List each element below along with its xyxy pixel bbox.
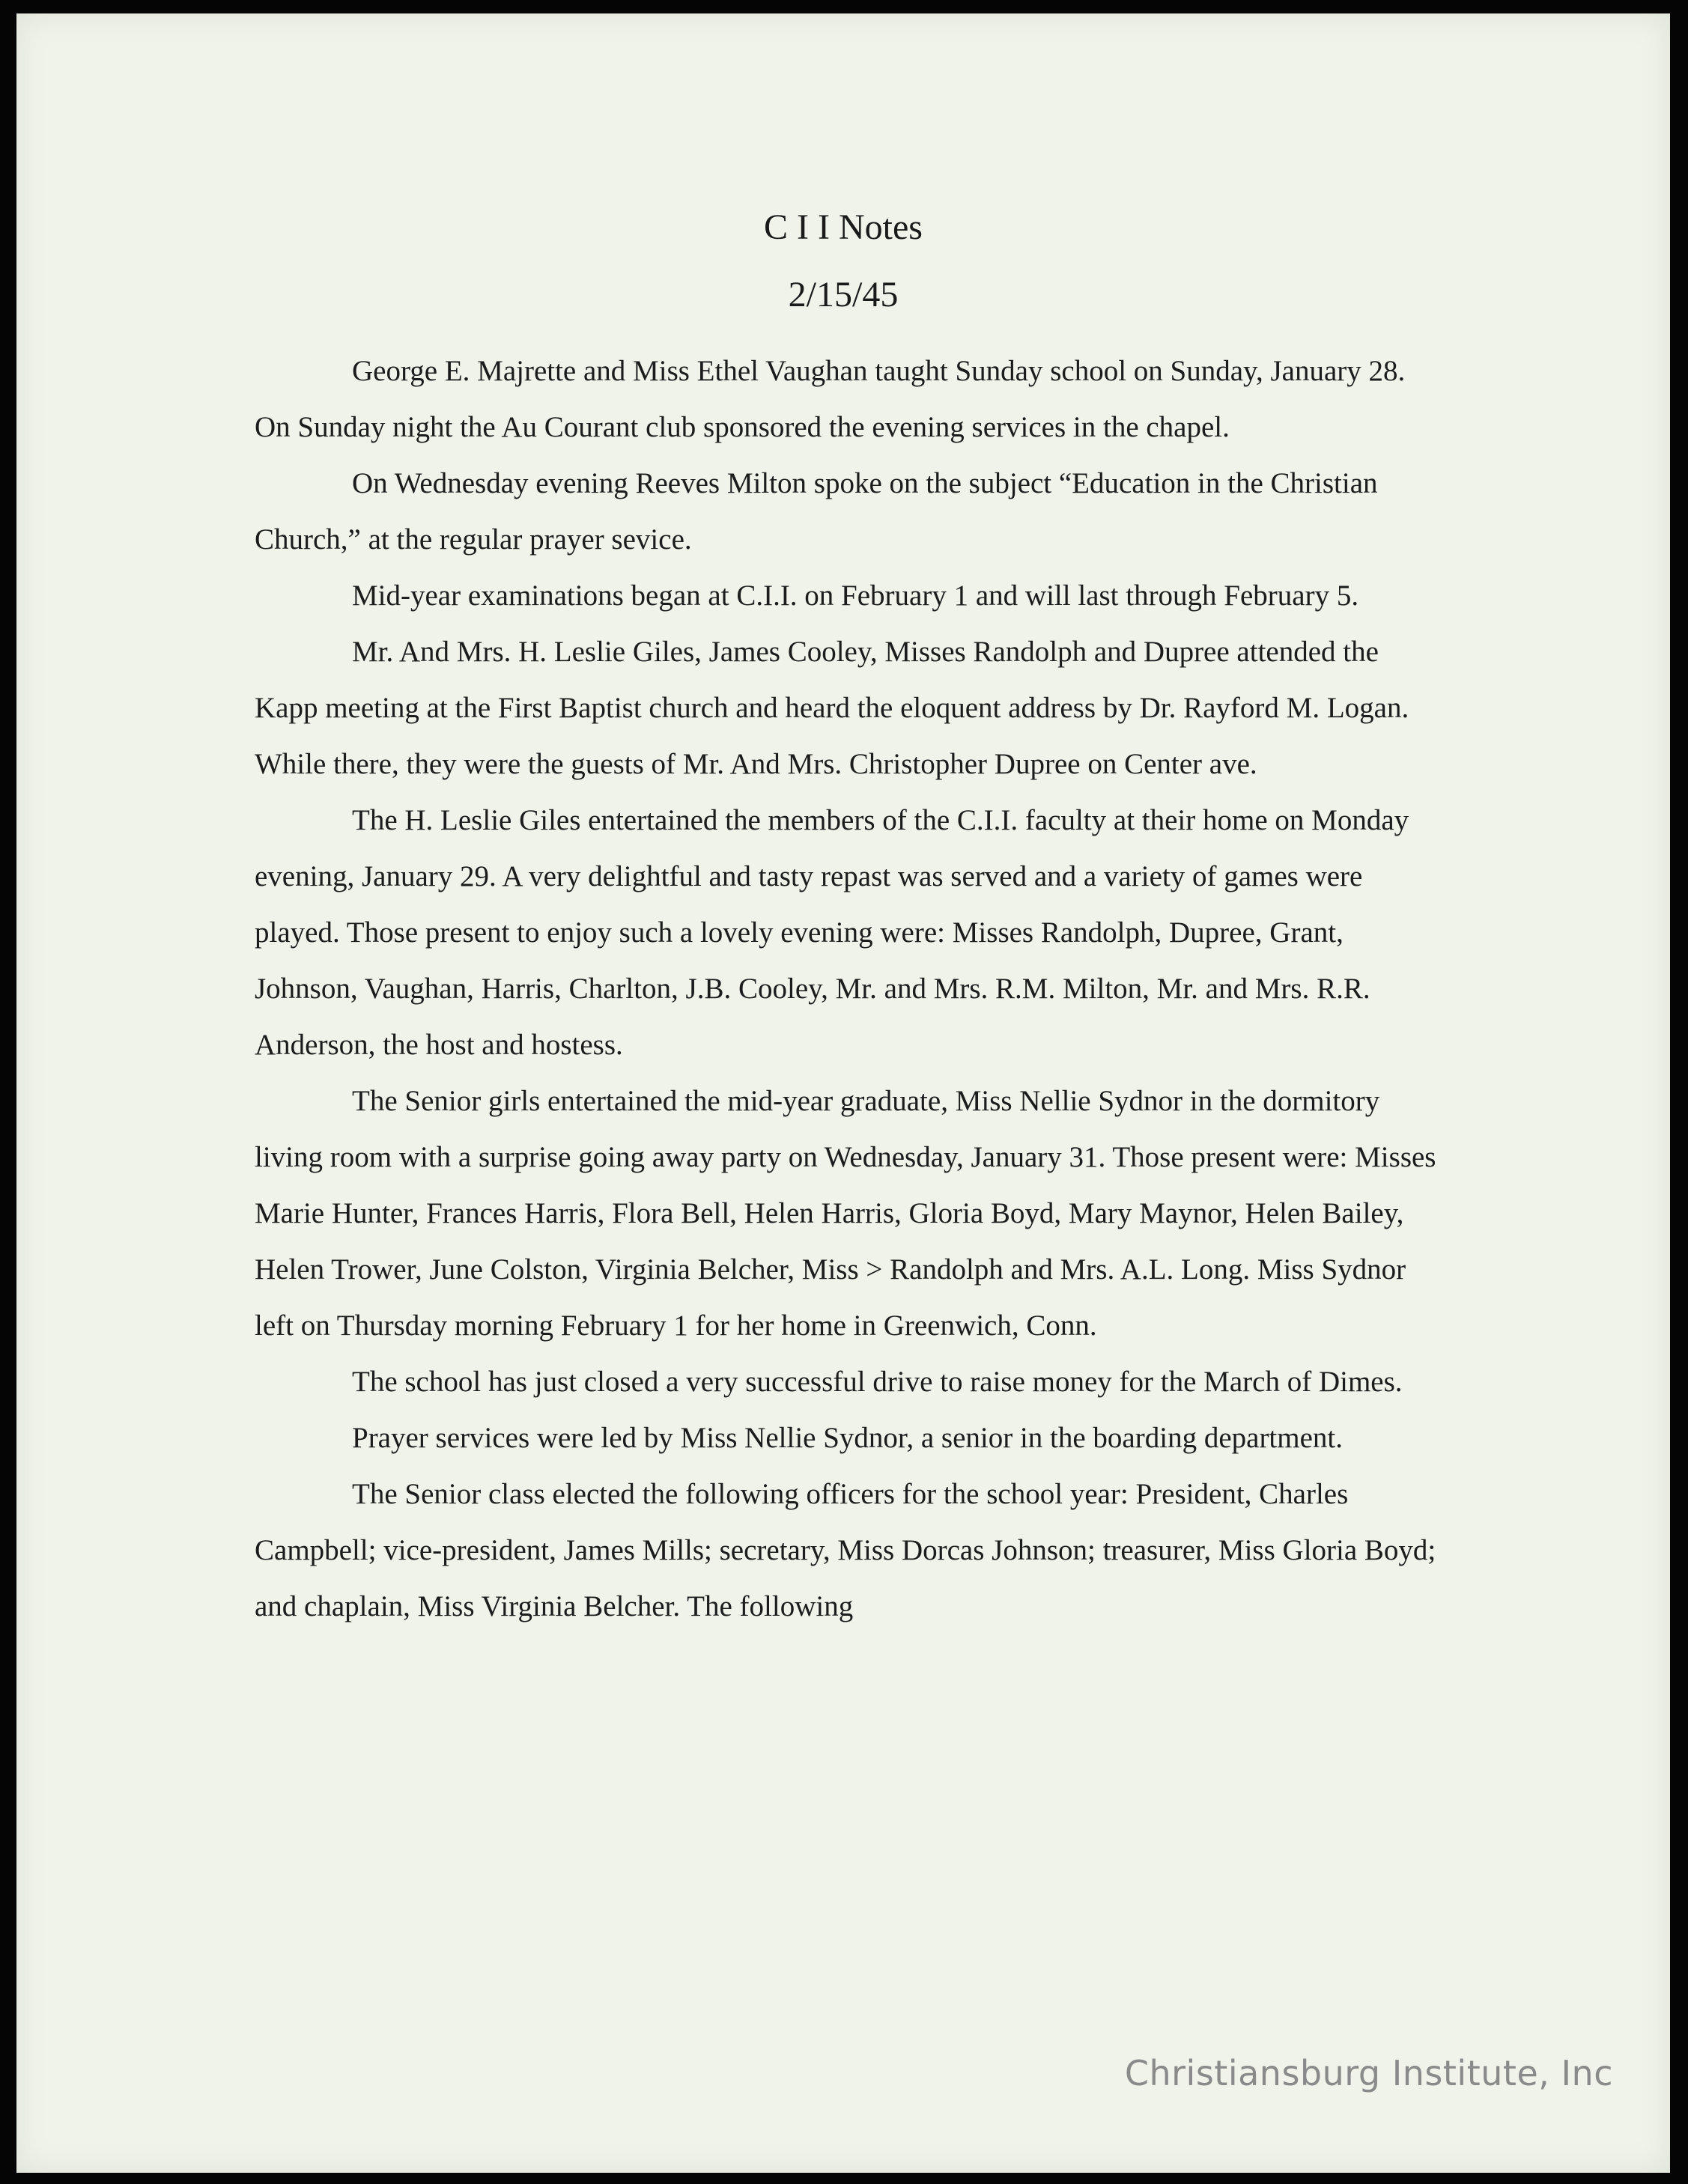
paragraph: Prayer services were led by Miss Nellie Sydnor, a senior in the boarding department. [352, 1422, 1343, 1454]
paragraph: On Wednesday evening Reeves Milton spoke on the subject “Education in the Christian Church,” at the regular prayer sevice. [255, 467, 1378, 556]
paragraph: Mr. And Mrs. H. Leslie Giles, James Cooley, Misses Randolph and Dupree attended the Kapp meeting at the First Baptist church and heard the eloquent address by Dr. Rayford M. Logan. While there, they were the guests of Mr. And Mrs. Christopher Dupree on Center ave. [255, 636, 1409, 780]
paragraph: The Senior class elected the following officers for the school year: President, Charles Campbell; vice-president, James Mills; secretary, Miss Dorcas Johnson; treasurer, Miss Gloria Boyd; and chaplain, Miss Virginia Belcher. The following [255, 1478, 1436, 1622]
document-body [255, 343, 1445, 1634]
watermark: Christiansburg Institute, Inc [1124, 2053, 1613, 2093]
document-date: 2/15/45 [788, 275, 899, 314]
document-page [16, 13, 1670, 2173]
document-title: C I I Notes [764, 207, 923, 247]
paragraph: George E. Majrette and Miss Ethel Vaughan taught Sunday school on Sunday, January 28. On Sunday night the Au Courant club sponsored the evening services in the chapel. [255, 355, 1406, 443]
paragraph: The Senior girls entertained the mid-year graduate, Miss Nellie Sydnor in the dormitory living room with a surprise going away party on Wednesday, January 31. Those present were: Misses Marie Hunter, Frances Harris, Flora Bell, Helen Harris, Gloria Boyd, Mary Maynor, Helen Bailey, Helen Trower, June Colston, Virginia Belcher, Miss > Randolph and Mrs. A.L. Long. Miss Sydnor left on Thursday morning February 1 for her home in Greenwich, Conn. [255, 1085, 1436, 1342]
paragraph: The H. Leslie Giles entertained the members of the C.I.I. faculty at their home on Monday evening, January 29. A very delightful and tasty repast was served and a variety of games were played. Those present to enjoy such a lovely evening were: Misses Randolph, Dupree, Grant, Johnson, Vaughan, Harris, Charlton, J.B. Cooley, Mr. and Mrs. R.M. Milton, Mr. and Mrs. R.R. Anderson, the host and hostess. [255, 804, 1409, 1061]
paragraph: Mid-year examinations began at C.I.I. on February 1 and will last through February 5. [352, 580, 1359, 612]
paragraph: The school has just closed a very successful drive to raise money for the March of Dimes. [352, 1366, 1403, 1398]
